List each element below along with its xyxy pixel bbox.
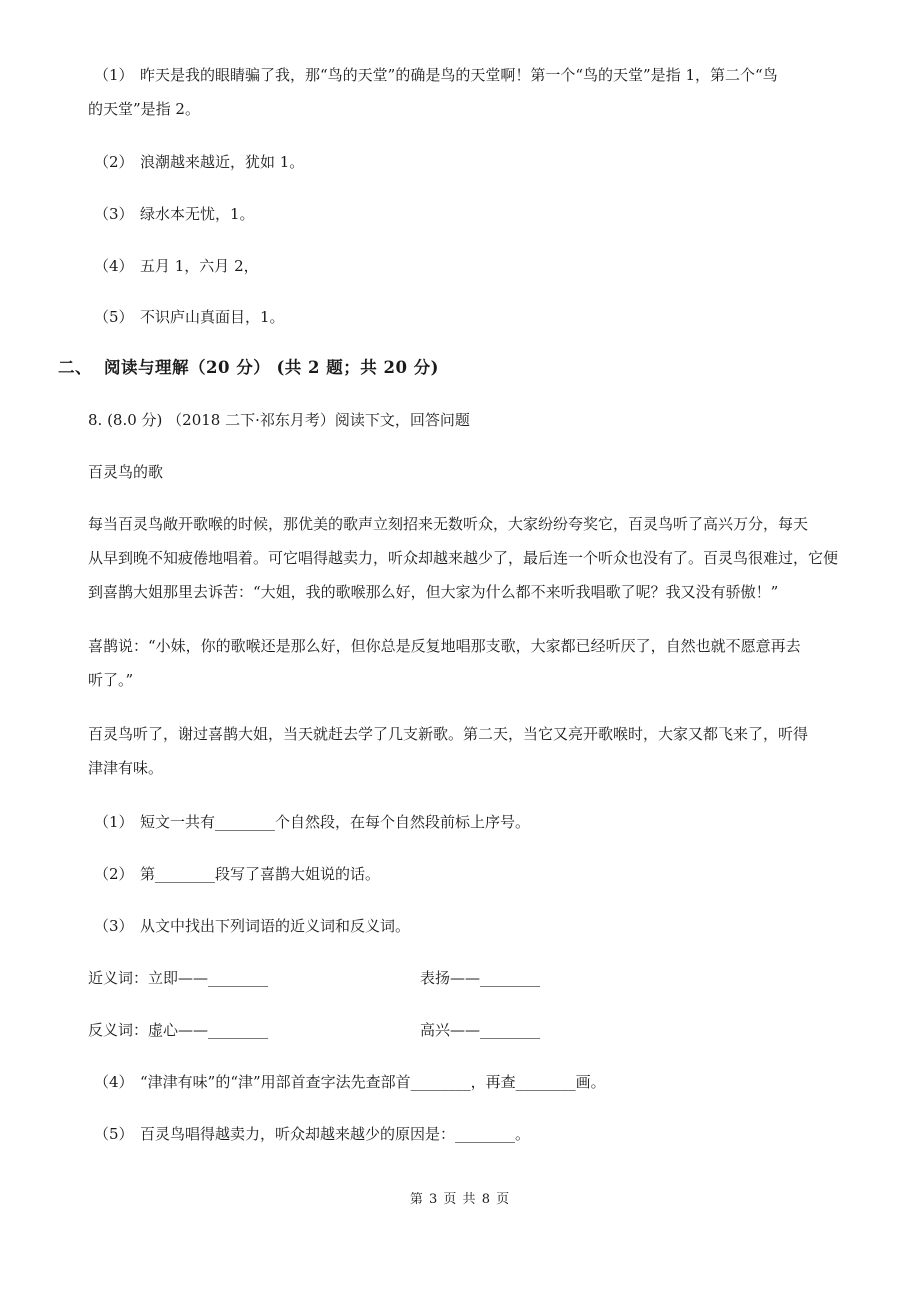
passage-paragraph-1-line-1: 每当百灵鸟敞开歌喉的时候，那优美的歌声立刻招来无数听众，大家纷纷夸奖它，百灵鸟听了高兴万分，每天 bbox=[88, 515, 809, 533]
passage-paragraph-2-line-2: 听了。” bbox=[88, 671, 134, 689]
passage-paragraph-3-line-1: 百灵鸟听了，谢过喜鹊大姐，当天就赶去学了几支新歌。第二天，当它又亮开歌喉时，大家又都飞来了，听得 bbox=[88, 725, 809, 743]
item-number: （4） bbox=[94, 1073, 134, 1091]
fill-item-3 bbox=[94, 204, 255, 224]
item-text: 绿水本无忧，1。 bbox=[140, 205, 255, 223]
item-number: （4） bbox=[94, 257, 134, 275]
item-number: （2） bbox=[94, 865, 134, 883]
item-number: （3） bbox=[94, 917, 134, 935]
passage-paragraph-1-line-3: 到喜鹊大姐那里去诉苦：“大姐，我的歌喉那么好，但大家为什么都不来听我唱歌了呢？我又没有骄傲！” bbox=[88, 583, 779, 601]
passage-paragraph-1-line-2: 从早到晚不知疲倦地唱着。可它唱得越卖力，听众却越来越少了，最后连一个听众也没有了。百灵鸟很难过，它便 bbox=[88, 549, 839, 567]
item-number: （1） bbox=[94, 813, 134, 831]
section-heading bbox=[58, 358, 439, 378]
subquestion-5 bbox=[94, 1124, 530, 1144]
fill-item-2 bbox=[94, 152, 304, 172]
item-text: 浪潮越来越近，犹如 1。 bbox=[140, 153, 305, 171]
item-text: 百灵鸟唱得越卖力，听众却越来越少的原因是：________。 bbox=[140, 1125, 531, 1143]
item-text: 昨天是我的眼睛骗了我，那“鸟的天堂”的确是鸟的天堂啊！第一个“鸟的天堂”是指 1，第二个“鸟 bbox=[140, 66, 778, 84]
antonym-row-left: 反义词：虚心——________ bbox=[88, 1021, 269, 1039]
fill-item-1-cont: 的天堂”是指 2。 bbox=[88, 100, 200, 118]
section-title: 阅读与理解（20 分） (共 2 题；共 20 分) bbox=[104, 358, 439, 377]
antonym-row-right: 高兴——________ bbox=[420, 1021, 541, 1039]
item-text: 第________段写了喜鹊大姐说的话。 bbox=[140, 865, 381, 883]
section-number: 二、 bbox=[58, 358, 92, 377]
page-footer: 第 3 页 共 8 页 bbox=[409, 1192, 511, 1207]
item-number: （3） bbox=[94, 205, 134, 223]
passage-paragraph-2-line-1: 喜鹊说：“小妹，你的歌喉还是那么好，但你总是反复地唱那支歌，大家都已经听厌了，自然也就不愿意再去 bbox=[88, 637, 801, 655]
synonym-row-left: 近义词：立即——________ bbox=[88, 969, 269, 987]
item-number: （5） bbox=[94, 308, 134, 326]
synonym-row-right: 表扬——________ bbox=[420, 969, 541, 987]
item-text: 从文中找出下列词语的近义词和反义词。 bbox=[140, 917, 411, 935]
item-text: 五月 1，六月 2， bbox=[140, 257, 259, 275]
subquestion-2 bbox=[94, 864, 380, 884]
item-text: 不识庐山真面目，1。 bbox=[140, 308, 285, 326]
passage-title: 百灵鸟的歌 bbox=[88, 463, 164, 481]
subquestion-1 bbox=[94, 812, 530, 832]
subquestion-4 bbox=[94, 1072, 606, 1092]
item-text: “津津有味”的“津”用部首查字法先查部首________，再查________画。 bbox=[140, 1073, 606, 1091]
passage-paragraph-3-line-2: 津津有味。 bbox=[88, 759, 164, 777]
fill-item-5 bbox=[94, 307, 285, 327]
fill-item-1 bbox=[94, 65, 778, 85]
item-text: 短文一共有________个自然段，在每个自然段前标上序号。 bbox=[140, 813, 531, 831]
item-number: （5） bbox=[94, 1125, 134, 1143]
item-number: （2） bbox=[94, 153, 134, 171]
fill-item-4 bbox=[94, 256, 259, 276]
subquestion-3 bbox=[94, 916, 410, 936]
question-header: 8. (8.0 分) （2018 二下·祁东月考）阅读下文，回答问题 bbox=[88, 411, 470, 429]
item-number: （1） bbox=[94, 66, 134, 84]
